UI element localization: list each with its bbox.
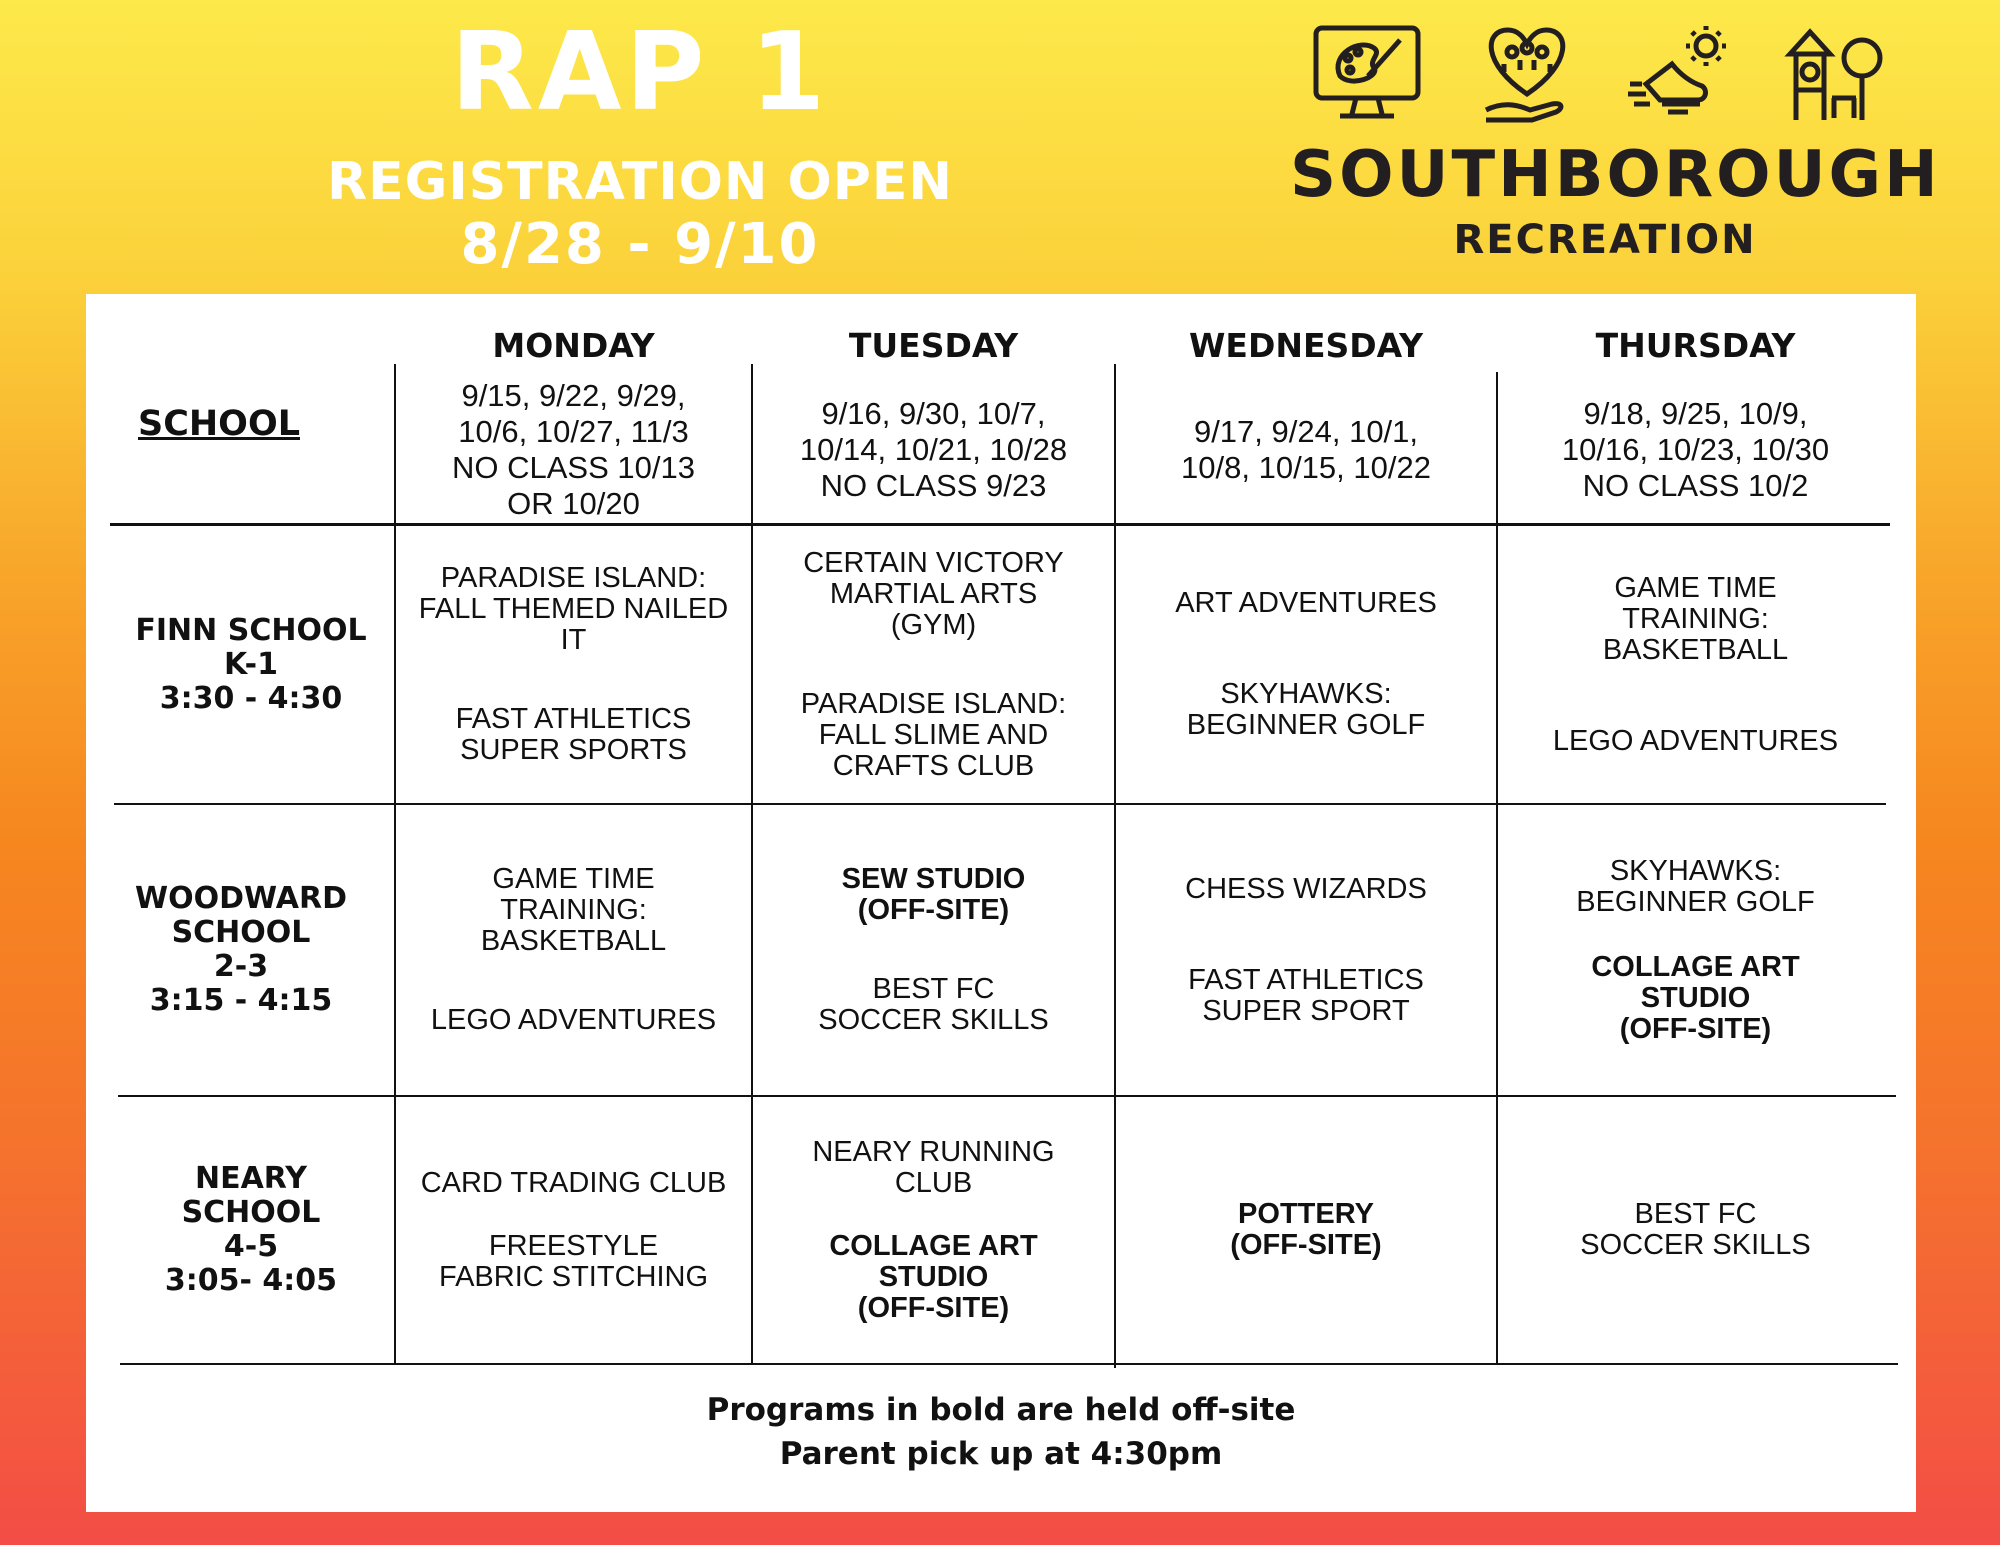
program-cell [753,1097,1114,1363]
program-cell [1498,1097,1893,1363]
program-cell [396,805,751,1095]
page-title: RAP 1 [450,10,830,135]
program-cell [1498,526,1893,803]
program-name: FAST ATHLETICS SUPER SPORTS [455,703,692,766]
program-cell [396,526,751,803]
program-name: NEARY RUNNING CLUB [812,1135,1055,1199]
session-dates: 9/16, 9/30, 10/7, 10/14, 10/21, 10/28 NO CLASS 9/23 [799,396,1068,503]
community-heart-hand-icon [1472,24,1582,124]
program-cell [1116,1097,1496,1363]
school-finn: FINN SCHOOL K-1 3:30 - 4:30 [135,612,367,716]
org-name: SOUTHBOROUGH [1290,138,1941,212]
wednesday-dates [1116,378,1496,522]
program-name: CHESS WIZARDS [1185,872,1427,905]
session-dates: 9/17, 9/24, 10/1, 10/8, 10/15, 10/22 [1181,414,1431,485]
tuesday-dates [753,378,1114,522]
day-header-tuesday: TUESDAY [848,326,1019,365]
art-palette-monitor-icon [1312,24,1422,124]
program-name: GAME TIME TRAINING: BASKETBALL [1602,571,1789,666]
school-woodward: WOODWARD SCHOOL 2-3 3:15 - 4:15 [135,881,347,1018]
program-name: SKYHAWKS: BEGINNER GOLF [1576,854,1815,918]
program-cell [396,1097,751,1363]
program-name: ART ADVENTURES [1175,587,1437,619]
program-cell [1498,805,1893,1095]
registration-dates: 8/28 - 9/10 [460,212,820,277]
program-cell [1116,526,1496,803]
day-header-wednesday: WEDNESDAY [1189,326,1423,365]
thursday-dates [1498,378,1893,522]
program-name: BEST FC SOCCER SKILLS [1580,1198,1811,1261]
day-header-monday: MONDAY [492,326,655,365]
program-name: BEST FC SOCCER SKILLS [818,973,1049,1036]
program-name: CERTAIN VICTORY MARTIAL ARTS (GYM) [803,546,1064,641]
program-name: FAST ATHLETICS SUPER SPORT [1188,963,1424,1027]
program-name-offsite: COLLAGE ART STUDIO (OFF-SITE) [829,1229,1038,1324]
playground-tree-bench-icon [1780,24,1890,124]
session-dates: 9/15, 9/22, 9/29, 10/6, 10/27, 11/3 NO CLASS 10/13 OR 10/20 [452,378,695,521]
program-cell [1116,805,1496,1095]
registration-heading: REGISTRATION OPEN [327,152,953,212]
program-name: FREESTYLE FABRIC STITCHING [438,1229,709,1293]
program-name-offsite: SEW STUDIO (OFF-SITE) [841,863,1026,926]
program-name: SKYHAWKS: BEGINNER GOLF [1186,678,1426,741]
program-name: GAME TIME TRAINING: BASKETBALL [480,863,667,957]
schedule-card [86,294,1916,1512]
program-name-offsite: POTTERY (OFF-SITE) [1230,1198,1382,1261]
school-column-header: SCHOOL [138,404,300,444]
day-header-thursday: THURSDAY [1595,326,1796,365]
program-cell [753,526,1114,803]
program-name: CARD TRADING CLUB [420,1166,727,1199]
program-name-offsite: COLLAGE ART STUDIO (OFF-SITE) [1591,950,1800,1045]
org-subtitle: RECREATION [1453,217,1757,263]
program-name: PARADISE ISLAND: FALL THEMED NAILED IT [418,562,729,656]
program-name: PARADISE ISLAND: FALL SLIME AND CRAFTS CLUB [800,687,1067,782]
program-name: LEGO ADVENTURES [430,1004,717,1036]
footer-pickup-note: Parent pick up at 4:30pm [779,1436,1223,1472]
session-dates: 9/18, 9/25, 10/9, 10/16, 10/23, 10/30 NO CLASS 10/2 [1561,396,1830,503]
sneaker-sun-icon [1626,24,1736,124]
monday-dates [396,378,751,522]
program-cell [753,805,1114,1095]
footer-offsite-note: Programs in bold are held off-site [706,1392,1296,1428]
school-neary: NEARY SCHOOL 4-5 3:05- 4:05 [164,1161,338,1298]
program-name: LEGO ADVENTURES [1552,724,1839,757]
